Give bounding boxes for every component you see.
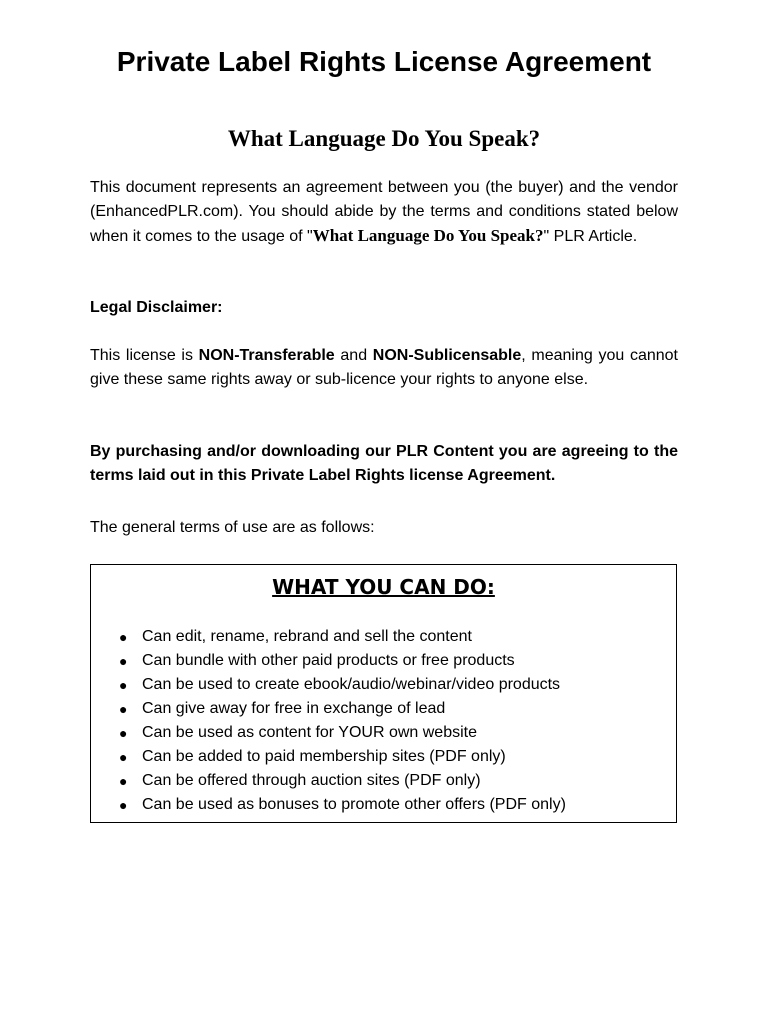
intro-text-end: " PLR Article. <box>543 228 638 245</box>
list-item-text: Can edit, rename, rebrand and sell the content <box>142 628 472 645</box>
document-title: Private Label Rights License Agreement <box>116 46 652 77</box>
list-item-text: Can be used as content for YOUR own website <box>142 724 477 741</box>
list-item-text: Can be used to create ebook/audio/webinar/video products <box>142 676 561 693</box>
list-item <box>91 697 676 721</box>
license-paragraph <box>90 344 678 392</box>
document-subtitle: What Language Do You Speak? <box>227 126 541 151</box>
legal-disclaimer-heading: Legal Disclaimer: <box>90 299 223 316</box>
can-do-list <box>91 625 676 817</box>
list-item <box>91 793 676 817</box>
can-do-heading: WHAT YOU CAN DO: <box>272 575 495 599</box>
product-name: What Language Do You Speak? <box>312 226 544 245</box>
list-item-text: Can be added to paid membership sites (PDF only) <box>142 748 506 765</box>
list-item <box>91 745 676 769</box>
non-transferable-label: NON-Transferable <box>198 347 335 364</box>
bullet-icon: ● <box>119 773 128 789</box>
list-item <box>91 625 676 649</box>
bullet-icon: ● <box>119 749 128 765</box>
license-text-and: and <box>334 347 373 364</box>
agreement-notice: By purchasing and/or downloading our PLR Content you are agreeing to the terms laid out in this Private Label Rights license Agreement. <box>90 443 678 484</box>
bullet-icon: ● <box>119 677 128 693</box>
can-do-box <box>90 564 677 823</box>
list-item <box>91 721 676 745</box>
list-item <box>91 769 676 793</box>
list-item-text: Can bundle with other paid products or free products <box>142 652 515 669</box>
list-item <box>91 673 676 697</box>
bullet-icon: ● <box>119 797 128 813</box>
list-item-text: Can give away for free in exchange of lead <box>142 700 446 717</box>
bullet-icon: ● <box>119 725 128 741</box>
bullet-icon: ● <box>119 701 128 717</box>
license-text-start: This license is <box>90 347 199 364</box>
intro-text-start: This document represents an agreement between you (the buyer) and the vendor (EnhancedPLR.com). You should abide by the terms and conditions stated below when it comes to the usage of " <box>90 179 678 245</box>
intro-paragraph <box>90 176 678 249</box>
list-item <box>91 649 676 673</box>
terms-intro: The general terms of use are as follows: <box>90 519 375 536</box>
license-text-end: , meaning you cannot give these same rights away or sub-licence your rights to anyone else. <box>90 347 678 388</box>
list-item-text: Can be offered through auction sites (PDF only) <box>142 772 481 789</box>
non-sublicensable-label: NON-Sublicensable <box>372 347 522 364</box>
list-item-text: Can be used as bonuses to promote other offers (PDF only) <box>142 796 566 813</box>
bullet-icon: ● <box>119 653 128 669</box>
bullet-icon: ● <box>119 629 128 645</box>
